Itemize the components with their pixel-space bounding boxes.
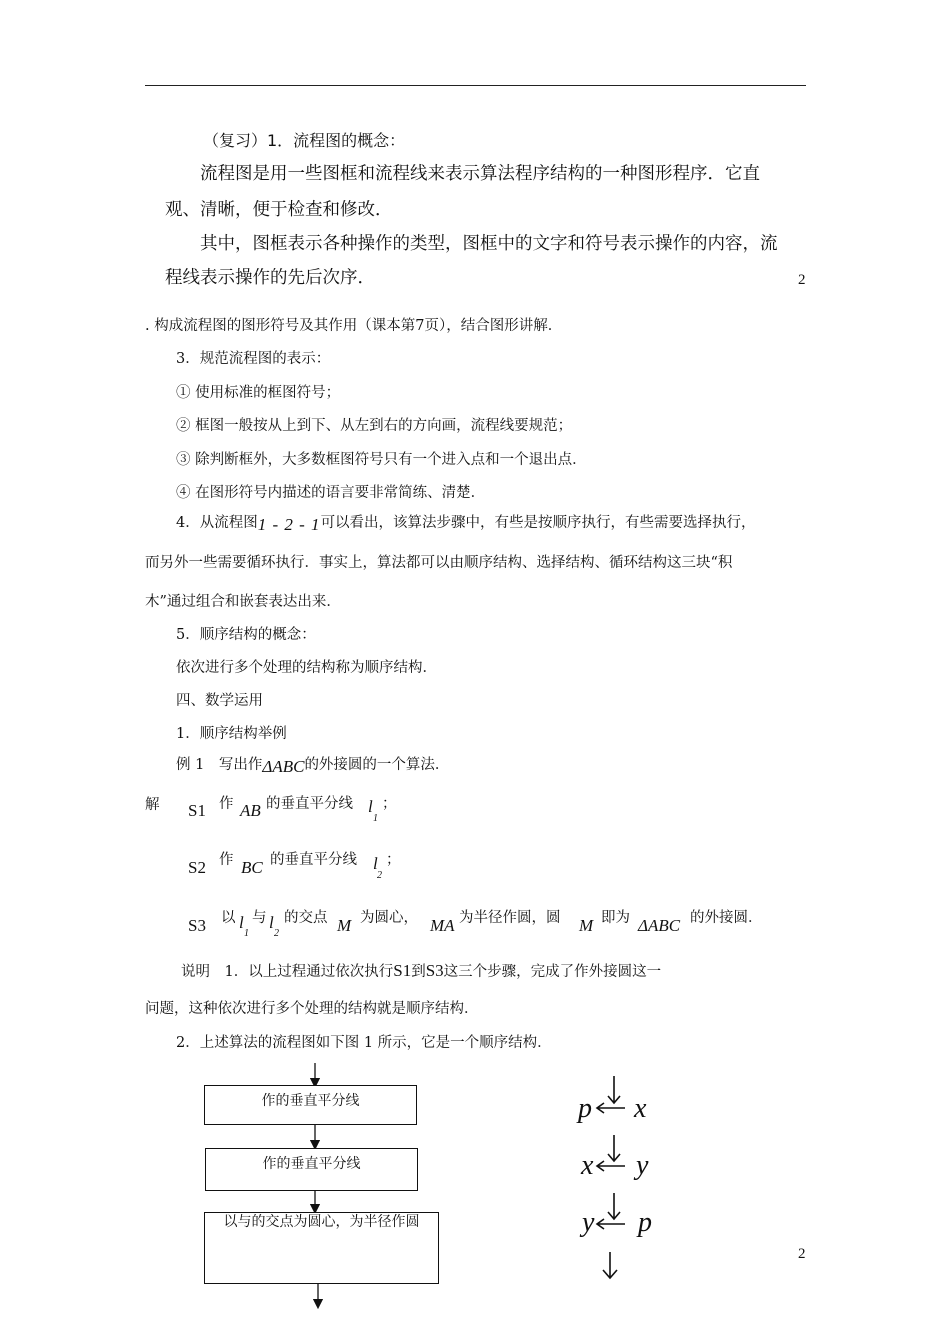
- item-4-figure-ref: 1 - 2 - 1: [257, 515, 321, 534]
- step-s2-text: 的垂直平分线: [270, 852, 357, 868]
- solution-label: 解: [145, 797, 160, 813]
- example-label: 例 1 写出作: [176, 757, 263, 773]
- flowchart-box-2-text: 作的垂直平分线: [262, 1156, 361, 1172]
- section-4-title: 四、数学运用: [176, 693, 263, 709]
- swap-down-arrow-3: [608, 1193, 620, 1219]
- swap-left-arrow-2: [597, 1161, 625, 1171]
- step-s3-m1: M: [337, 916, 352, 935]
- review-title: （复习）1．流程图的概念：: [203, 131, 406, 150]
- item-4-line-2: 而另外一些需要循环执行．事实上，算法都可以由顺序结构、选择结构、循环结构这三块“积: [145, 555, 733, 571]
- page-number-bottom: 2: [798, 1246, 806, 1262]
- item-3-point-1: ① 使用标准的框图符号；: [176, 385, 341, 401]
- swap-row-1-left: p: [578, 1093, 592, 1124]
- swap-row-1-right: x: [634, 1093, 647, 1124]
- step-s3-m2: M: [579, 916, 594, 935]
- swap-row-2-left: x: [581, 1150, 594, 1181]
- note-s1: S1: [393, 961, 412, 980]
- flowchart-box-3-text: 以与的交点为圆心，为半径作圆: [223, 1214, 420, 1230]
- swap-left-arrow-3: [597, 1219, 625, 1229]
- review-paragraph-2-line-1: 其中，图框表示各种操作的类型，图框中的文字和符号表示操作的内容，流: [200, 234, 778, 254]
- item-4-line-3: 木”通过组合和嵌套表达出来．: [145, 594, 341, 610]
- step-s3-l2: l: [269, 913, 274, 932]
- review-paragraph-1-line-1: 流程图是用一些图框和流程线来表示算法程序结构的一种图形程序．它直: [200, 164, 760, 184]
- review-paragraph-2-line-2: 程线表示操作的先后次序．: [165, 268, 375, 288]
- step-s3-i2: 2: [274, 928, 279, 939]
- step-s2-segment: BC: [241, 858, 263, 877]
- step-s2-pre: 作: [219, 852, 234, 868]
- note-to: 到: [411, 964, 426, 980]
- step-s3-e: 为半径作圆，圆: [459, 910, 561, 926]
- swap-row-3-left: y: [582, 1207, 595, 1238]
- example-triangle: ΔABC: [262, 757, 305, 776]
- step-s2-end: ；: [386, 852, 401, 868]
- item-3-point-3: ③ 除判断框外，大多数框图符号只有一个进入点和一个退出点．: [176, 452, 587, 468]
- note-line-1-b: 这三个步骤，完成了作外接圆这一: [443, 964, 662, 980]
- item-2-text: . 构成流程图的图形符号及其作用（课本第7页），结合图形讲解．: [145, 318, 563, 334]
- item-4-line-1-rest: 可以看出，该算法步骤中，有些是按顺序执行，有些需要选择执行，: [320, 515, 756, 531]
- step-s2-line-index: 2: [377, 870, 382, 881]
- step-s3-b: 与: [252, 910, 267, 926]
- item-3-title: 3．规范流程图的表示：: [176, 351, 331, 367]
- step-s3-i1: 1: [244, 928, 249, 939]
- note-s3: S3: [425, 961, 444, 980]
- swap-left-arrow-1: [597, 1103, 625, 1113]
- step-s3-f: 即为: [601, 910, 630, 926]
- step-s3-g: 的外接圆．: [690, 910, 763, 926]
- step-s3-label: S3: [188, 916, 206, 935]
- step-s3-l1: l: [239, 913, 244, 932]
- item-3-point-2: ② 框图一般按从上到下、从左到右的方向画，流程线要规范；: [176, 418, 573, 434]
- step-s1-segment: AB: [240, 801, 261, 820]
- note-line-2: 问题，这种依次进行多个处理的结构就是顺序结构．: [145, 1001, 479, 1017]
- swap-down-arrow-2: [608, 1135, 620, 1161]
- step-s2-label: S2: [188, 858, 206, 877]
- swap-down-arrow-1: [608, 1076, 620, 1103]
- flowchart-box-1-text: 作的垂直平分线: [261, 1093, 360, 1109]
- step-s3-triangle: ΔABC: [638, 916, 681, 935]
- step-s1-end: ；: [382, 796, 397, 812]
- item-5-body: 依次进行多个处理的结构称为顺序结构．: [176, 660, 437, 676]
- review-paragraph-1-line-2: 观、清晰，便于检查和修改．: [165, 200, 393, 220]
- flowchart-box-2: [205, 1148, 418, 1191]
- step-s3-c: 的交点: [284, 910, 328, 926]
- item-3-point-4: ④ 在图形符号内描述的语言要非常简练、清楚．: [176, 485, 486, 501]
- step-s2-line-var: l: [373, 854, 378, 873]
- flowchart-box-3: [204, 1212, 439, 1284]
- step-s1-line-var: l: [368, 797, 373, 816]
- section-4-subtitle: 1．顺序结构举例: [176, 726, 287, 742]
- item-4-prefix: 4．从流程图: [176, 515, 258, 531]
- step-s3-d: 为圆心，: [360, 910, 418, 926]
- flowchart-intro: 2．上述算法的流程图如下图 1 所示，它是一个顺序结构．: [176, 1035, 552, 1051]
- example-rest: 的外接圆的一个算法．: [304, 757, 450, 773]
- swap-down-arrow-4: [603, 1252, 617, 1278]
- swap-row-3-right: p: [638, 1207, 652, 1238]
- step-s3-radius: MA: [430, 916, 455, 935]
- flowchart-box-1: [204, 1085, 417, 1125]
- step-s3-a: 以: [221, 910, 236, 926]
- step-s1-text: 的垂直平分线: [266, 796, 353, 812]
- step-s1-pre: 作: [219, 796, 234, 812]
- item-5-title: 5．顺序结构的概念：: [176, 627, 316, 643]
- note-line-1-a: 说明 1．以上过程通过依次执行: [181, 964, 394, 980]
- step-s1-line-index: 1: [373, 813, 378, 824]
- page-number-top: 2: [798, 272, 806, 288]
- swap-row-2-right: y: [636, 1150, 649, 1181]
- step-s1-label: S1: [188, 801, 206, 820]
